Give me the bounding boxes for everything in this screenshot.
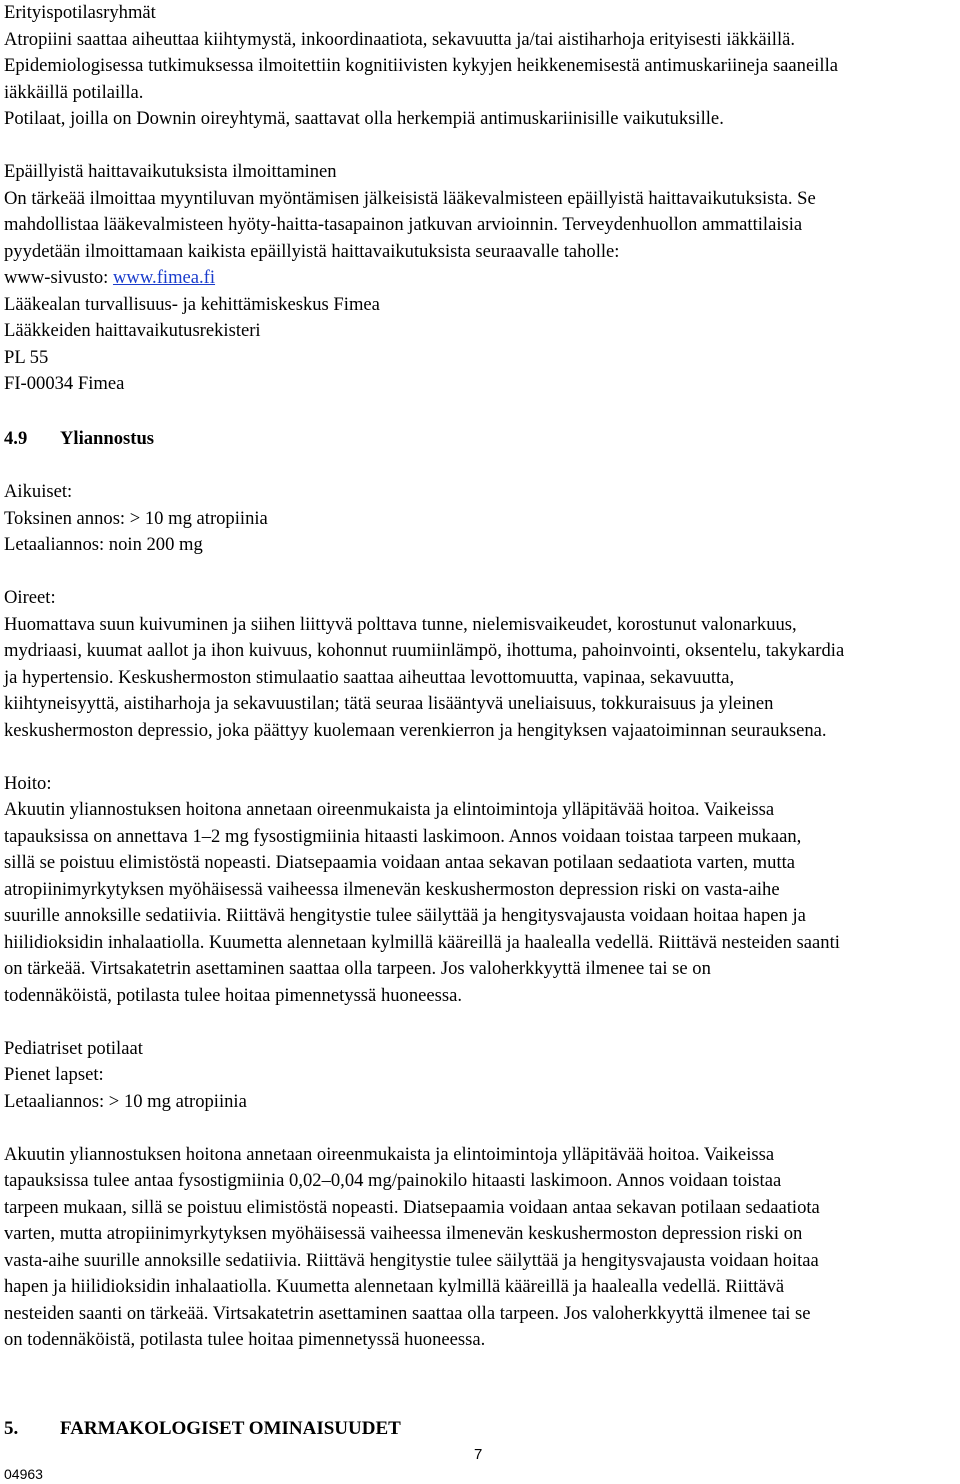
address-line: FI-00034 Fimea — [4, 373, 125, 394]
reporting-line: On tärkeää ilmoittaa myyntiluvan myöntämisen jälkeisistä lääkevalmisteen epäillyistä haittavaikutuksista. Se — [4, 187, 816, 209]
special-groups-line: Atropiini saattaa aiheuttaa kiihtymystä, inkoordinaatiota, sekavuutta ja/tai aistiharhoja erityisesti iäkkäillä. — [4, 28, 796, 50]
special-groups-line: iäkkäillä potilailla. — [4, 81, 144, 103]
treatment-line: Akuutin yliannostuksen hoitona annetaan oireenmukaista ja elintoimintoja ylläpitävää hoitoa. Vaikeissa — [4, 799, 775, 820]
pediatric-line: vasta-aihe suurille annoksille sedatiivia. Riittävä hengitystie tulee säilyttää ja hengitysvajausta voidaan hoitaa — [4, 1249, 819, 1271]
special-groups-line: Epidemiologisessa tutkimuksessa ilmoitettiin kognitiivisten kykyjen heikkenemisestä antimuskariineja saaneilla — [4, 55, 838, 76]
treatment-line: sillä se poistuu elimistöstä nopeasti. Diatsepaamia voidaan antaa sekavan potilaan sedaatiota varten, mutta — [4, 852, 796, 873]
treatment-line: hiilidioksidin inhalaatiolla. Kuumetta alennetaan kylmillä kääreillä ja haalealla vedellä. Riittävä nesteiden saanti — [4, 931, 840, 953]
section-heading-5 — [4, 1418, 401, 1440]
pediatric-line: hapen ja hiilidioksidin inhalaatiolla. Kuumetta alennetaan kylmillä kääreillä ja haalealla vedellä. Riittävä — [4, 1276, 785, 1297]
treatment-line: suurille annoksille sedatiivia. Riittävä hengitystie tulee säilyttää ja hengitysvajausta voidaan hoitaa hapen ja — [4, 905, 806, 926]
pediatric-line: Akuutin yliannostuksen hoitona annetaan oireenmukaista ja elintoimintoja ylläpitävää hoitoa. Vaikeissa — [4, 1143, 775, 1165]
pediatric-line: tarpeen mukaan, sillä se poistuu elimistöstä nopeasti. Diatsepaamia voidaan antaa sekavan potilaan sedaatiota — [4, 1196, 820, 1218]
spacer — [4, 559, 956, 586]
special-groups-line: Potilaat, joilla on Downin oireyhtymä, saattavat olla herkempiä antimuskariinisille vaikutuksille. — [4, 108, 724, 129]
reporting-line: mahdollistaa lääkevalmisteen hyöty-haitta-tasapainon jatkuvan arvioinnin. Terveydenhuollon ammattilaisia — [4, 214, 803, 235]
treatment-line: tapauksissa on annettava 1–2 mg fysostigmiinia hitaasti laskimoon. Annos voidaan toistaa tarpeen mukaan, — [4, 825, 802, 847]
treatment-line: atropiinimyrkytyksen myöhäisessä vaiheessa ilmenevän keskushermoston depression riski on vasta-aihe — [4, 878, 780, 900]
treatment-line: on tärkeää. Virtsakatetrin asettaminen saattaa olla tarpeen. Jos valoherkkyyttä ilmenee tai se on — [4, 958, 711, 979]
section-title: Yliannostus — [60, 428, 155, 449]
fimea-link[interactable]: www.fimea.fi — [112, 267, 216, 288]
section-number: 5. — [4, 1418, 19, 1439]
symptoms-label: Oireet: — [4, 587, 56, 608]
treatment-label: Hoito: — [4, 772, 52, 794]
symptoms-line: keskushermoston depressio, joka päättyy kuolemaan verenkierron ja hengityksen vajaatoiminnan seurauksena. — [4, 719, 827, 741]
reporting-title: Epäillyistä haittavaikutuksista ilmoittaminen — [4, 161, 337, 182]
pediatric-line: on todennäköistä, potilasta tulee hoitaa pimennetyssä huoneessa. — [4, 1329, 486, 1350]
section-number: 4.9 — [4, 428, 28, 449]
document-code: 04963 — [4, 1466, 43, 1482]
symptoms-line: mydriaasi, kuumat aallot ja ihon kuivuus, kohonnut ruumiinlämpö, ihottuma, pahoinvointi, oksentelu, takykardia — [4, 640, 845, 661]
pediatric-line: tapauksissa tulee antaa fysostigmiinia 0,02–0,04 mg/painokilo hitaasti laskimoon. Annos voidaan toistaa — [4, 1170, 782, 1191]
section-heading-4-9 — [4, 426, 956, 453]
spacer — [4, 1115, 956, 1142]
pediatric-line: varten, mutta atropiinimyrkytyksen myöhäisessä vaiheessa ilmenevän keskushermoston depression riski on — [4, 1223, 803, 1244]
address-line: Lääkkeiden haittavaikutusrekisteri — [4, 320, 261, 341]
adults-line: Letaaliannos: noin 200 mg — [4, 534, 203, 555]
document-page — [4, 0, 956, 1354]
special-groups-title: Erityispotilasryhmät — [4, 2, 156, 23]
pediatric-subtitle: Pienet lapset: — [4, 1064, 104, 1085]
treatment-line: todennäköistä, potilasta tulee hoitaa pimennetyssä huoneessa. — [4, 984, 463, 1006]
symptoms-line: Huomattava suun kuivuminen ja siihen liittyvä polttava tunne, nielemisvaikeudet, korostunut valonarkuus, — [4, 613, 797, 635]
website-line — [4, 265, 956, 292]
address-line: PL 55 — [4, 346, 49, 368]
spacer — [4, 133, 956, 160]
pediatric-line: nesteiden saanti on tärkeää. Virtsakatetrin asettaminen saattaa olla tarpeen. Jos valoherkkyyttä ilmenee tai se — [4, 1302, 811, 1324]
spacer — [4, 744, 956, 771]
spacer — [4, 453, 956, 480]
address-line: Lääkealan turvallisuus- ja kehittämiskeskus Fimea — [4, 293, 380, 315]
adults-label: Aikuiset: — [4, 481, 73, 502]
pediatric-lethal-dose: Letaaliannos: > 10 mg atropiinia — [4, 1090, 247, 1112]
pediatric-title: Pediatriset potilaat — [4, 1037, 143, 1059]
adults-line: Toksinen annos: > 10 mg atropiinia — [4, 507, 268, 529]
spacer — [4, 1009, 956, 1036]
symptoms-line: kiihtyneisyyttä, aistiharhoja ja sekavuustilan; tätä seuraa lisääntyvä uneliaisuus, tokkuraisuus ja yleinen — [4, 693, 774, 714]
section-title: FARMAKOLOGISET OMINAISUUDET — [60, 1418, 401, 1439]
website-prefix: www-sivusto: — [4, 267, 113, 288]
symptoms-line: ja hypertensio. Keskushermoston stimulaatio saattaa aiheuttaa levottomuutta, vapinaa, sekavuutta, — [4, 666, 735, 688]
page-number: 7 — [474, 1446, 483, 1463]
spacer — [4, 398, 956, 425]
reporting-line: pyydetään ilmoittamaan kaikista epäillyistä haittavaikutuksista seuraavalle taholle: — [4, 240, 620, 262]
